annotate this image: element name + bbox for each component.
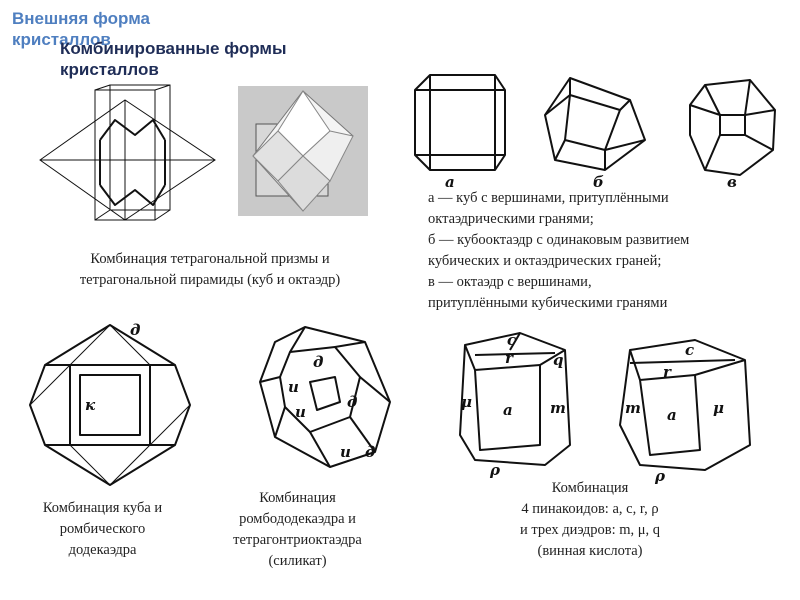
label-tl-r: r <box>505 349 513 367</box>
label-d: д <box>130 321 141 339</box>
cube-octahedron-render <box>238 86 368 216</box>
crystal-forms-abc <box>405 70 790 190</box>
label-v: в <box>727 173 737 190</box>
label-silicate-d2: д <box>347 393 358 411</box>
label-silicate-u3: и <box>340 443 351 461</box>
main-title: Комбинированные формы кристаллов <box>60 39 287 79</box>
label-silicate-u2: и <box>295 403 306 421</box>
label-tr-a: a <box>667 406 677 424</box>
outer-title: Внешняя форма кристаллов <box>12 9 151 49</box>
label-tr-mu: μ <box>713 399 724 417</box>
abc-description: а — куб с вершинами, притуплёнными октаэдрическими гранями; б — кубооктаэдр с одинаковым развитием кубических и октаэдрических граней; в — октаэдр с вершинами, притуплёнными кубическими гранями <box>428 190 690 311</box>
cube-rhombic-caption: Комбинация куба и ромбического додекаэдра <box>42 500 163 558</box>
label-tr-r: r <box>663 363 671 381</box>
label-tl-rho: ρ <box>490 461 500 479</box>
label-tl-a: a <box>503 401 513 419</box>
prism-pyramid-diagram <box>35 80 220 250</box>
label-silicate-u1: и <box>288 378 299 396</box>
label-tr-c: c <box>685 341 695 359</box>
label-b: б <box>593 173 604 190</box>
tartaric-acid-crystals <box>445 325 775 485</box>
prism-pyramid-caption: Комбинация тетрагональной призмы и тетрагональной пирамиды (куб и октаэдр) <box>79 251 341 288</box>
label-silicate-d1: д <box>313 353 324 371</box>
label-a: а <box>445 173 455 190</box>
label-tl-q: q <box>553 351 564 369</box>
silicate-caption: Комбинация ромбододекаэдра и тетрагонтриоктаэдра (силикат) <box>233 490 362 569</box>
label-k: к <box>85 396 96 414</box>
label-tr-m: m <box>625 399 641 417</box>
tartaric-caption: Комбинация 4 пинакоидов: a, c, r, ρ и трех диэдров: m, μ, q (винная кислота) <box>519 480 661 559</box>
label-tl-m: m <box>550 399 566 417</box>
cube-rhombic-dodecahedron <box>25 320 200 490</box>
label-tl-c: c <box>507 331 517 349</box>
label-tr-rho: ρ <box>655 467 665 485</box>
label-silicate-d3: д <box>365 443 376 461</box>
label-tl-mu: μ <box>461 393 472 411</box>
silicate-crystal <box>255 322 395 472</box>
